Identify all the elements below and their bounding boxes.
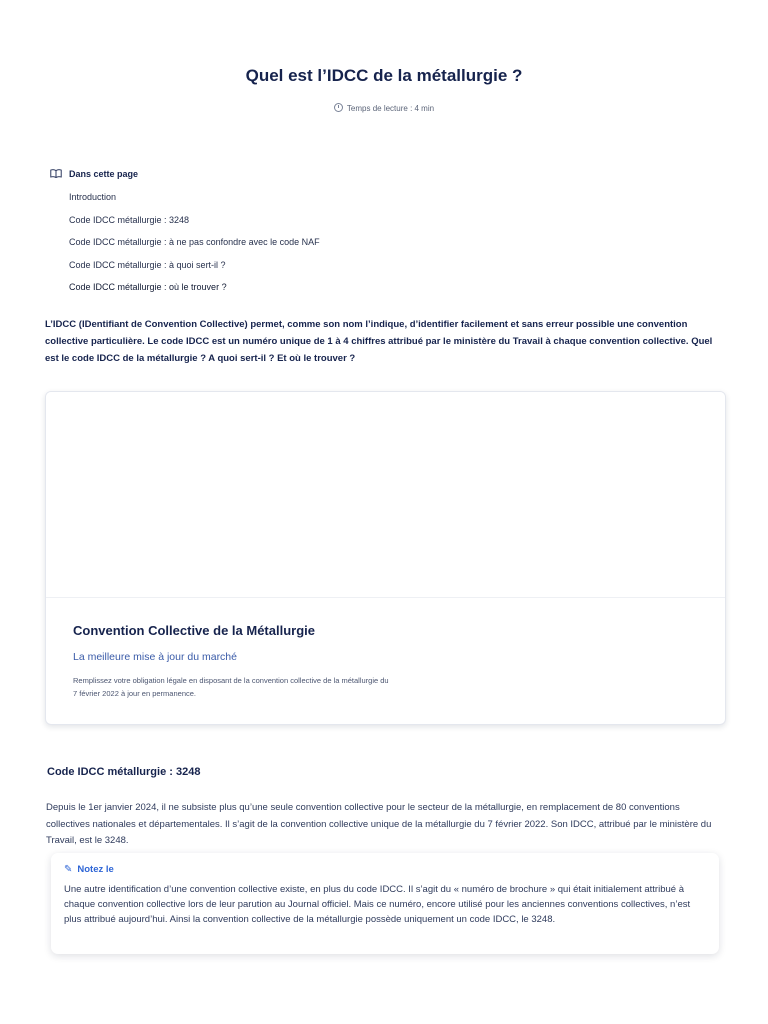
note-box — [51, 853, 719, 954]
toc-link[interactable]: Code IDCC métallurgie : où le trouver ? — [69, 282, 227, 292]
toc-item-code-idcc[interactable] — [69, 215, 320, 238]
note-text: Une autre identification d’une convention collective existe, en plus du code IDCC. Il s’agit du « numéro de brochure » qui était initialement attribué à chaque convention collective lors de leur parution au Journal officiel. Mais ce numéro, encore utilisé pour les anciennes conventions collectives, n’est plus attribué aujourd’hui. Ainsi la convention collective de la métallurgie possède uniquement un code IDCC, le 3248. — [64, 884, 691, 925]
intro-paragraph: L’IDCC (IDentifiant de Convention Collective) permet, comme son nom l’indique, d’identifier facilement et sans erreur possible une convention collective particulière. Le code IDCC est un numéro unique de 1 à 4 chiffres attribué par le ministère du Travail à chaque convention collective. Quel est le code IDCC de la métallurgie ? A quoi sert-il ? Et où le trouver ? — [45, 319, 713, 364]
toc-link[interactable]: Code IDCC métallurgie : à ne pas confondre avec le code NAF — [69, 237, 320, 247]
toc-link[interactable]: Code IDCC métallurgie : 3248 — [69, 214, 190, 225]
pencil-icon: ✎ — [64, 864, 73, 875]
toc-link[interactable]: Code IDCC métallurgie : à quoi sert-il ? — [69, 259, 226, 270]
promo-description: Remplissez votre obligation légale en disposant de la convention collective de la métallurgie du 7 février 2022 à jour en permanence. — [73, 676, 389, 698]
promo-card[interactable] — [45, 391, 726, 725]
toc-heading — [50, 169, 138, 179]
toc-item-introduction[interactable] — [69, 192, 320, 215]
promo-image — [46, 392, 725, 598]
note-label: Notez le — [77, 864, 114, 875]
note-heading — [64, 864, 114, 875]
reading-time — [0, 103, 768, 113]
section-paragraph: Depuis le 1er janvier 2024, il ne subsiste plus qu’une seule convention collective pour le secteur de la métallurgie, en remplacement de 80 conventions collectives nationales et départementales. Il s’agit de la convention collective unique de la métallurgie du 7 février 2022. Son IDCC, attribué par le ministère du Travail, est le 3248. — [46, 802, 712, 846]
table-of-contents — [69, 192, 320, 305]
toc-link[interactable]: Introduction — [69, 192, 117, 202]
promo-title: Convention Collective de la Métallurgie — [73, 623, 315, 638]
promo-subtitle: La meilleure mise à jour du marché — [73, 651, 237, 663]
toc-heading-label: Dans cette page — [69, 169, 139, 179]
book-open-icon — [50, 169, 62, 178]
reading-time-text: Temps de lecture : 4 min — [346, 104, 435, 113]
page-title: Quel est l’IDCC de la métallurgie ? — [245, 66, 523, 85]
section-heading: Code IDCC métallurgie : 3248 — [47, 766, 201, 778]
toc-item-ou-le-trouver[interactable] — [69, 282, 320, 305]
toc-item-a-quoi-sert[interactable] — [69, 260, 320, 283]
toc-item-code-naf[interactable] — [69, 237, 320, 260]
clock-icon — [334, 103, 343, 112]
